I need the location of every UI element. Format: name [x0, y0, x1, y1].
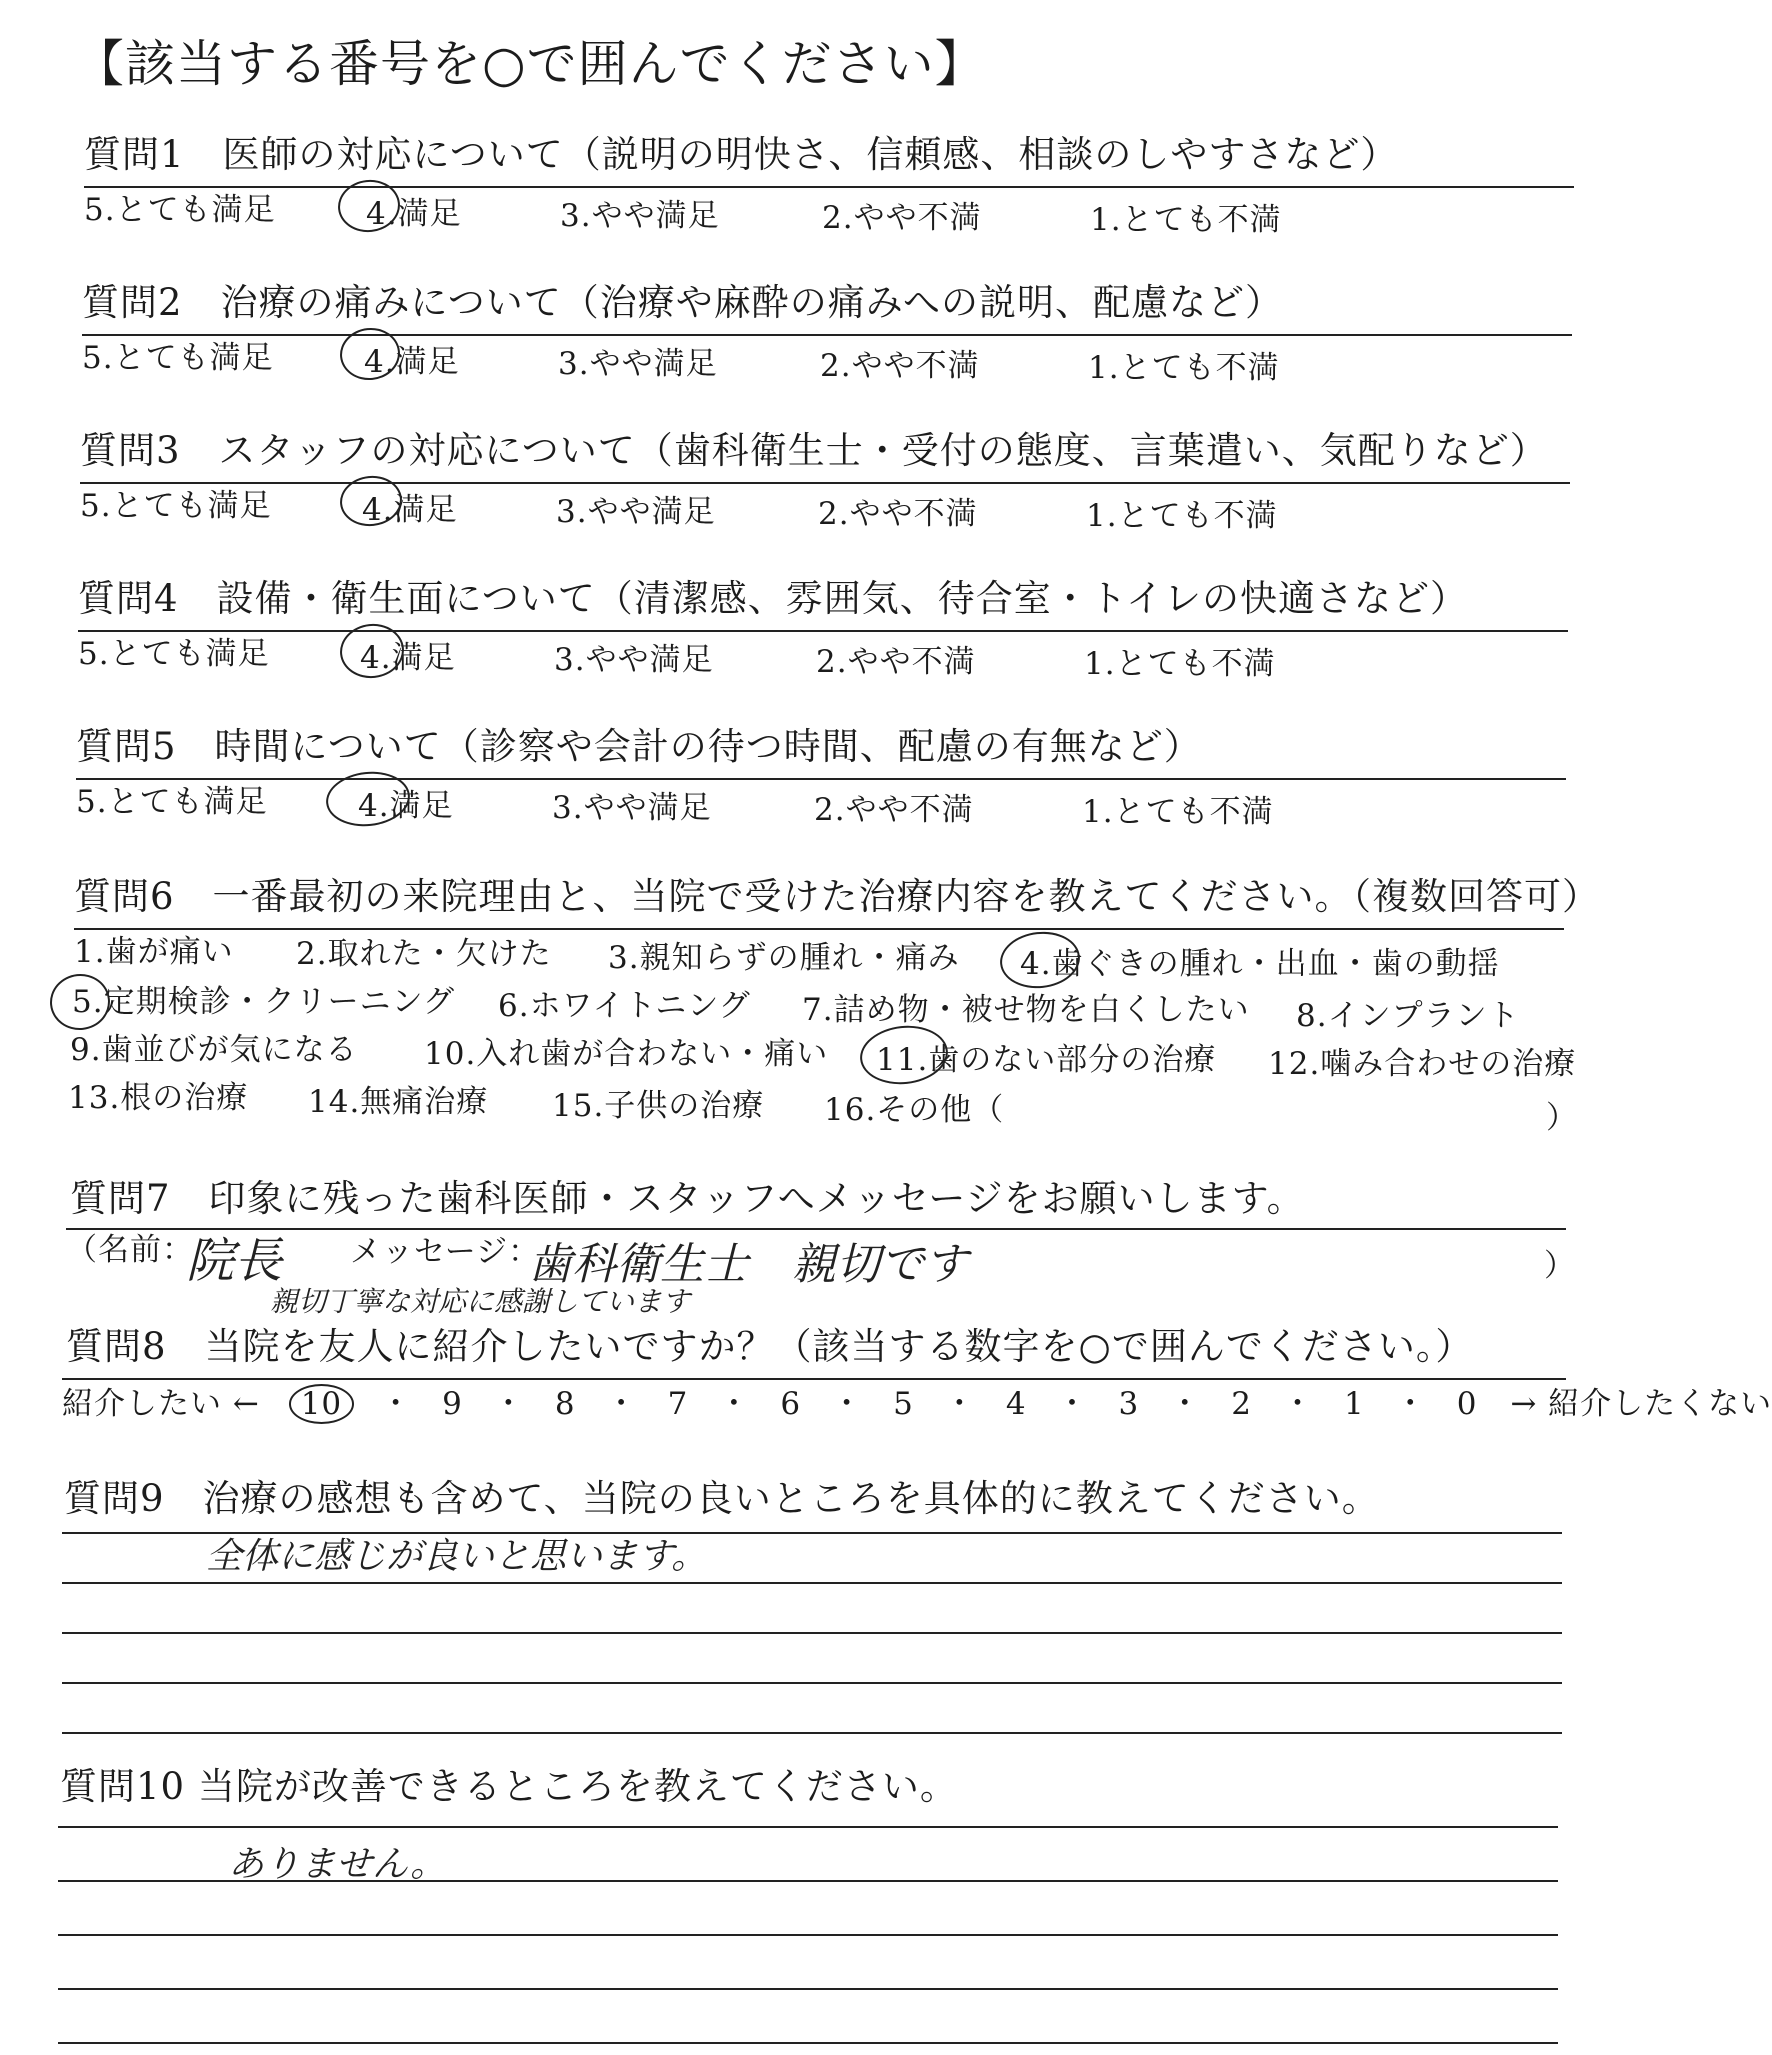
- question-10-label: 質問10 当院が改善できるところを教えてください。: [60, 1765, 958, 1808]
- q9-answer[interactable]: 全体に感じが良いと思います。: [206, 1536, 708, 1577]
- q8-scale-row: [62, 1378, 1772, 1424]
- q3-option-2[interactable]: 2.やや不満: [818, 496, 978, 532]
- q8-separator: ・: [380, 1386, 413, 1422]
- q4-option-5[interactable]: 5.とても満足: [78, 636, 270, 672]
- q6-option-11[interactable]: 11.歯のない部分の治療: [876, 1042, 1217, 1078]
- q10-answer-line-1: [58, 1826, 1558, 1828]
- q7-message-line-1[interactable]: 歯科衛生士 親切です: [528, 1239, 968, 1290]
- q4-option-2[interactable]: 2.やや不満: [816, 644, 976, 680]
- q10-answer-line-3: [58, 1934, 1558, 1936]
- q9-answer-line-4: [62, 1682, 1562, 1684]
- question-5-label: 質問5 時間について（診察や会計の待つ時間、配慮の有無など）: [76, 725, 1202, 768]
- q8-scale-value-3[interactable]: 3: [1118, 1386, 1140, 1422]
- q8-scale-value-10[interactable]: 10: [289, 1384, 354, 1424]
- question-1-label: 質問1 医師の対応について（説明の明快さ、信頼感、相談のしやすさなど）: [84, 133, 1399, 176]
- question-3-rule: [80, 482, 1570, 484]
- question-9-label: 質問9 治療の感想も含めて、当院の良いところを具体的に教えてください。: [64, 1477, 1380, 1520]
- q2-option-2[interactable]: 2.やや不満: [820, 348, 980, 384]
- q6-option-9[interactable]: 9.歯並びが気になる: [70, 1032, 358, 1068]
- question-7-label: 質問7 印象に残った歯科医師・スタッフへメッセージをお願いします。: [70, 1177, 1305, 1220]
- q6-option-4[interactable]: 4.歯ぐきの腫れ・出血・歯の動揺: [1020, 946, 1500, 982]
- q5-option-2[interactable]: 2.やや不満: [814, 792, 974, 828]
- q6-option-3[interactable]: 3.親知らずの腫れ・痛み: [608, 940, 960, 976]
- question-5-rule: [76, 778, 1566, 780]
- question-8-label: 質問8 当院を友人に紹介したいですか？（該当する数字を○で囲んでください。）: [66, 1325, 1474, 1368]
- q6-option-12[interactable]: 12.噛み合わせの治療: [1268, 1046, 1577, 1082]
- q10-answer[interactable]: ありません。: [228, 1844, 447, 1885]
- q8-scale-value-9[interactable]: 9: [442, 1386, 463, 1422]
- q8-scale-value-7[interactable]: 7: [667, 1386, 689, 1422]
- q7-name-label: （名前：: [66, 1232, 194, 1268]
- q6-option-2[interactable]: 2.取れた・欠けた: [296, 936, 552, 972]
- q8-scale-value-2[interactable]: 2: [1231, 1386, 1253, 1422]
- q8-scale-value-0[interactable]: 0: [1456, 1386, 1478, 1422]
- q8-right-label: → 紹介したくない: [1510, 1386, 1772, 1422]
- q6-option-14[interactable]: 14.無痛治療: [308, 1084, 489, 1120]
- q9-answer-line-5: [62, 1732, 1562, 1734]
- q2-option-5[interactable]: 5.とても満足: [82, 340, 274, 376]
- q8-scale-value-8[interactable]: 8: [554, 1386, 576, 1422]
- question-6-label: 質問6 一番最初の来院理由と、当院で受けた治療内容を教えてください。（複数回答可）: [74, 875, 1601, 918]
- question-4-rule: [78, 630, 1568, 632]
- q1-option-3[interactable]: 3.やや満足: [560, 198, 720, 234]
- q8-scale-value-1[interactable]: 1: [1344, 1386, 1365, 1422]
- q2-option-3[interactable]: 3.やや満足: [558, 346, 718, 382]
- q8-scale: [289, 1378, 1482, 1424]
- q3-option-1[interactable]: 1.とても不満: [1086, 498, 1278, 534]
- q6-option-15[interactable]: 15.子供の治療: [552, 1088, 765, 1124]
- q8-left-label: 紹介したい ←: [62, 1386, 260, 1422]
- question-1-rule: [84, 186, 1574, 188]
- q8-scale-value-4[interactable]: 4: [1005, 1386, 1027, 1422]
- q5-option-4[interactable]: 4.満足: [358, 788, 454, 824]
- q3-option-5[interactable]: 5.とても満足: [80, 488, 272, 524]
- q8-separator: ・: [718, 1386, 751, 1422]
- q8-separator: ・: [1282, 1386, 1315, 1422]
- q10-answer-line-4: [58, 1988, 1558, 1990]
- q1-option-5[interactable]: 5.とても満足: [84, 192, 276, 228]
- q6-option-13[interactable]: 13.根の治療: [68, 1080, 249, 1116]
- q8-separator: ・: [943, 1386, 976, 1422]
- q6-other-close-paren: ）: [1546, 1100, 1577, 1136]
- q1-option-2[interactable]: 2.やや不満: [822, 200, 982, 236]
- question-2-label: 質問2 治療の痛みについて（治療や麻酔の痛みへの説明、配慮など）: [82, 281, 1284, 324]
- q6-option-7[interactable]: 7.詰め物・被せ物を白くしたい: [802, 992, 1250, 1028]
- q2-option-4[interactable]: 4.満足: [364, 344, 460, 380]
- q9-answer-line-3: [62, 1632, 1562, 1634]
- question-4-label: 質問4 設備・衛生面について（清潔感、雰囲気、待合室・トイレの快適さなど）: [78, 577, 1468, 620]
- q6-option-6[interactable]: 6.ホワイトニング: [498, 988, 751, 1024]
- q6-option-5[interactable]: 5.定期検診・クリーニング: [72, 984, 455, 1020]
- q3-option-4[interactable]: 4.満足: [362, 492, 458, 528]
- q7-close-paren: ）: [1544, 1248, 1575, 1284]
- q1-option-1[interactable]: 1.とても不満: [1090, 202, 1282, 238]
- q8-separator: ・: [1169, 1386, 1202, 1422]
- q6-option-16[interactable]: 16.その他（: [824, 1092, 1005, 1128]
- q8-scale-value-6[interactable]: 6: [780, 1386, 802, 1422]
- question-2-rule: [82, 334, 1572, 336]
- q8-separator: ・: [1394, 1386, 1427, 1422]
- q7-message-line-2[interactable]: 親切丁寧な対応に感謝しています: [270, 1285, 691, 1318]
- page-title: 【該当する番号を○で囲んでください】: [74, 35, 986, 93]
- q4-option-4[interactable]: 4.満足: [360, 640, 456, 676]
- q6-option-10[interactable]: 10.入れ歯が合わない・痛い: [424, 1036, 829, 1072]
- q7-name-value[interactable]: 院長: [186, 1233, 283, 1289]
- q10-answer-line-5: [58, 2042, 1558, 2044]
- q7-message-label: メッセージ：: [350, 1234, 541, 1270]
- q5-option-1[interactable]: 1.とても不満: [1082, 794, 1274, 830]
- q8-separator: ・: [1056, 1386, 1089, 1422]
- q6-option-1[interactable]: 1.歯が痛い: [74, 934, 234, 970]
- q5-option-3[interactable]: 3.やや満足: [552, 790, 712, 826]
- q6-option-8[interactable]: 8.インプラント: [1296, 998, 1520, 1034]
- q4-option-3[interactable]: 3.やや満足: [554, 642, 714, 678]
- question-3-label: 質問3 スタッフの対応について（歯科衛生士・受付の態度、言葉遣い、気配りなど）: [80, 429, 1548, 472]
- q3-option-3[interactable]: 3.やや満足: [556, 494, 716, 530]
- q4-option-1[interactable]: 1.とても不満: [1084, 646, 1276, 682]
- q8-scale-value-5[interactable]: 5: [893, 1386, 914, 1422]
- q8-separator: ・: [605, 1386, 638, 1422]
- q8-separator: ・: [492, 1386, 525, 1422]
- q5-option-5[interactable]: 5.とても満足: [76, 784, 268, 820]
- q8-separator: ・: [831, 1386, 864, 1422]
- q9-answer-line-2: [62, 1582, 1562, 1584]
- q2-option-1[interactable]: 1.とても不満: [1088, 350, 1280, 386]
- q1-option-4[interactable]: 4.満足: [366, 196, 462, 232]
